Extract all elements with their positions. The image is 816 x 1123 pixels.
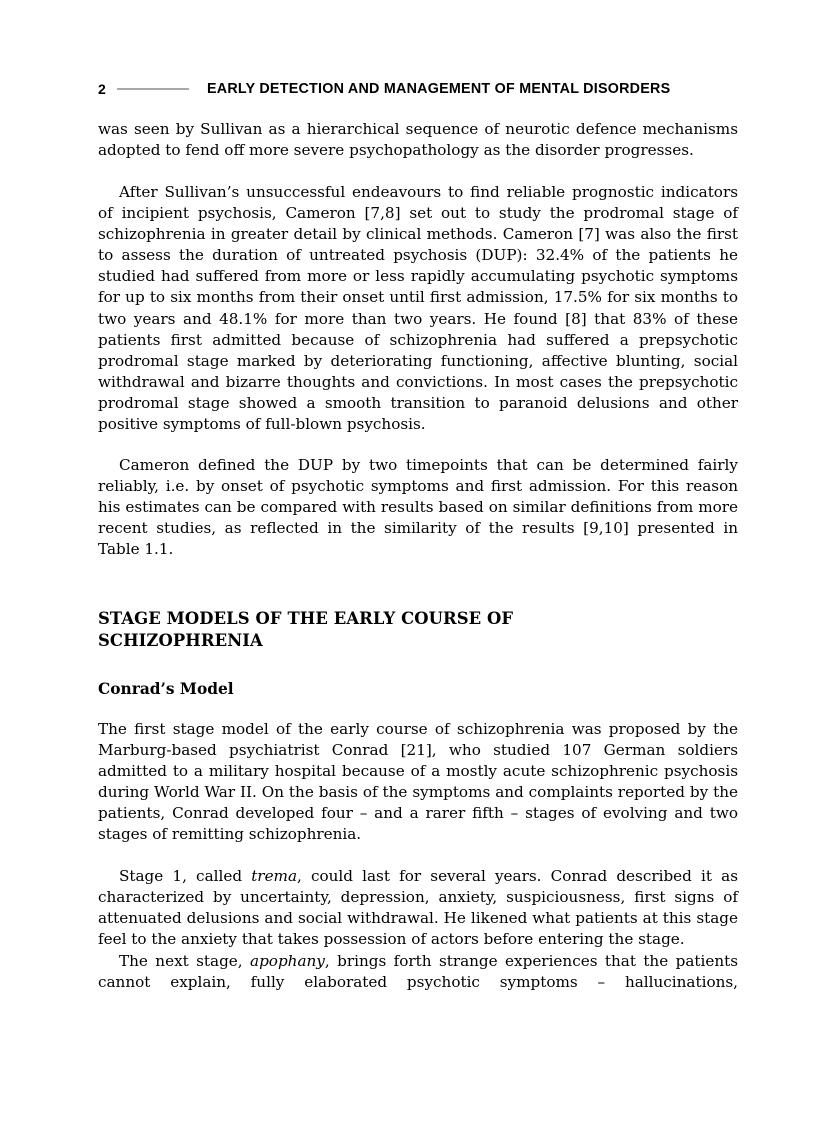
paragraph-text: After Sullivan’s unsuccessful endeavours to find reliable prognostic indicators of incipient psychosis, Cameron [7,8] set out to study the prodromal stage of schizophrenia in greater detail by clinical methods. Cameron [7] was also the first to assess the duration of untreated psychosis (DUP): 32.4% of the patients he studied had suffered from more or less rapidly accumulating psychotic symptoms for up to six months from their onset until first admission, 17.5% for six months to two years and 48.1% for more than two years. He found [8] that 83% of these patients first admitted because of schizophrenia had suffered a prepsychotic prodromal stage marked by deteriorating functioning, affective blunting, social withdrawal and bizarre thoughts and convictions. In most cases the prepsychotic prodromal stage showed a smooth transition to paranoid delusions and other positive symptoms of full-blown psychosis. [98,183,738,434]
paragraph-text-rest: , brings forth strange experiences that the patients cannot explain, fully elaborated psychotic symptoms – hallucinations, [98,952,738,992]
paragraph-continuation [98,119,738,161]
subsection-heading-text: Conrad’s Model [98,680,234,698]
running-head-rule [117,88,189,90]
paragraph-text [98,951,738,993]
subsection-heading-conrads-model [98,679,738,700]
italic-term-trema: trema [251,867,298,885]
paragraph-text: The first stage model of the early course of schizophrenia was proposed by the Marburg-based psychiatrist Conrad [21], who studied 107 German soldiers admitted to a military hospital because of a mostly acute schizophrenic psychosis during World War II. On the basis of the symptoms and complaints reported by the patients, Conrad developed four – and a rarer fifth – stages of evolving and two stages of remitting schizophrenia. [98,720,738,844]
running-head [98,79,738,99]
paragraph-cameron-prodromal [98,182,738,435]
paragraph-text-lead: Stage 1, called [119,867,252,885]
italic-term-apophany: apophany [250,952,325,970]
page-number: 2 [98,81,106,97]
paragraph-dup-definition [98,455,738,560]
paragraph-text: was seen by Sullivan as a hierarchical sequence of neurotic defence mechanisms adopted to fend off more severe psychopathology as the disorder progresses. [98,120,738,160]
paragraph-text: Cameron defined the DUP by two timepoints that can be determined fairly reliably, i.e. by onset of psychotic symptoms and first admission. For this reason his estimates can be compared with results based on similar definitions from more recent studies, as reflected in the similarity of the results [9,10] presented in Table 1.1. [98,456,738,559]
running-head-title: EARLY DETECTION AND MANAGEMENT OF MENTAL DISORDERS [207,81,671,97]
paragraph-conrad-model [98,719,738,846]
paragraph-next-stage-apophany [98,951,738,993]
section-heading-line-1: STAGE MODELS OF THE EARLY COURSE OF [98,609,514,628]
paragraph-stage-one-trema [98,866,738,950]
paragraph-text-rest: , could last for several years. Conrad described it as characterized by uncertainty, depression, anxiety, suspiciousness, first signs of attenuated delusions and social withdrawal. He likened what patients at this stage feel to the anxiety that takes possession of actors before entering the stage. [98,867,738,949]
paragraph-text-lead: The next stage, [119,952,251,970]
section-heading-stage-models [98,608,738,652]
paragraph-text [98,866,738,950]
section-heading-line-2: SCHIZOPHRENIA [98,631,263,650]
